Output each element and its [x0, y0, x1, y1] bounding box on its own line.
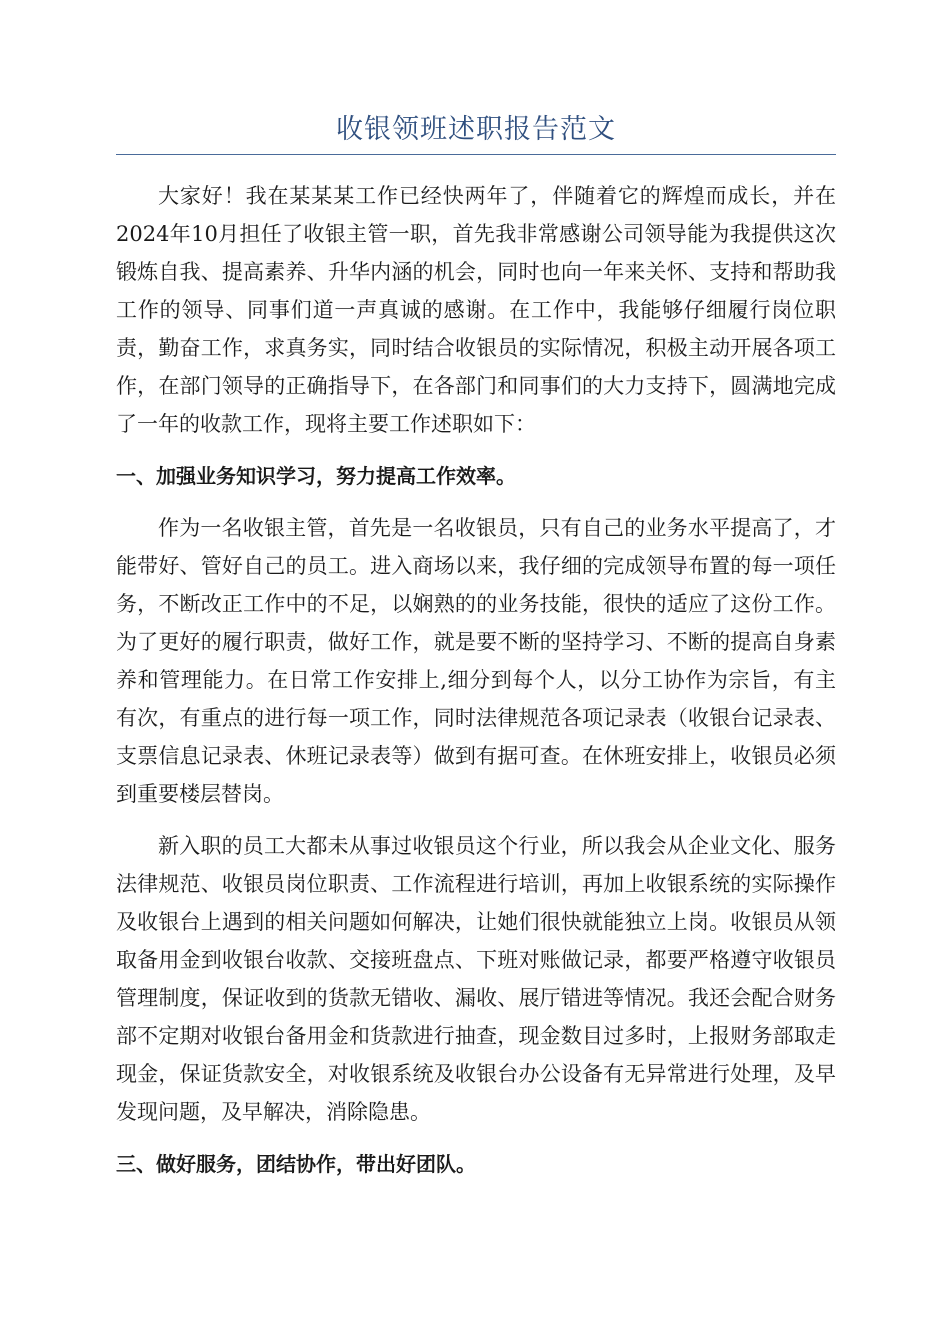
section-heading-1: 一、加强业务知识学习，努力提高工作效率。 [116, 464, 516, 488]
intro-paragraph: 大家好！我在某某某工作已经快两年了，伴随着它的辉煌而成长，并在2024年10月担任了收银主管一职，首先我非常感谢公司领导能为我提供这次锻炼自我、提高素养、升华内涵的机会，同时也向一年来关怀、支持和帮助我工作的领导、同事们道一声真诚的感谢。在工作中，我能够仔细履行岗位职责，勤奋工作，求真务实，同时结合收银员的实际情况，积极主动开展各项工作，在部门领导的正确指导下，在各部门和同事们的大力支持下，圆满地完成了一年的收款工作，现将主要工作述职如下： [116, 184, 836, 436]
section-1-paragraph-2: 新入职的员工大都未从事过收银员这个行业，所以我会从企业文化、服务法律规范、收银员岗位职责、工作流程进行培训，再加上收银系统的实际操作及收银台上遇到的相关问题如何解决，让她们很快就能独立上岗。收银员从领取备用金到收银台收款、交接班盘点、下班对账做记录，都要严格遵守收银员管理制度，保证收到的货款无错收、漏收、展厅错进等情况。我还会配合财务部不定期对收银台备用金和货款进行抽查，现金数目过多时，上报财务部取走现金，保证货款安全，对收银系统及收银台办公设备有无异常进行处理，及早发现问题，及早解决，消除隐患。 [116, 834, 836, 1124]
document-page [116, 110, 836, 1197]
section-heading-3: 三、做好服务，团结协作，带出好团队。 [116, 1152, 476, 1176]
page-title: 收银领班述职报告范文 [336, 114, 616, 145]
section-1-paragraph-1: 作为一名收银主管，首先是一名收银员，只有自己的业务水平提高了，才能带好、管好自己的员工。进入商场以来，我仔细的完成领导布置的每一项任务，不断改正工作中的不足，以娴熟的的业务技能，很快的适应了这份工作。为了更好的履行职责，做好工作，就是要不断的坚持学习、不断的提高自身素养和管理能力。在日常工作安排上,细分到每个人，以分工协作为宗旨，有主有次，有重点的进行每一项工作，同时法律规范各项记录表（收银台记录表、支票信息记录表、休班记录表等）做到有据可查。在休班安排上，收银员必须到重要楼层替岗。 [116, 516, 836, 806]
title-underline [116, 154, 836, 155]
